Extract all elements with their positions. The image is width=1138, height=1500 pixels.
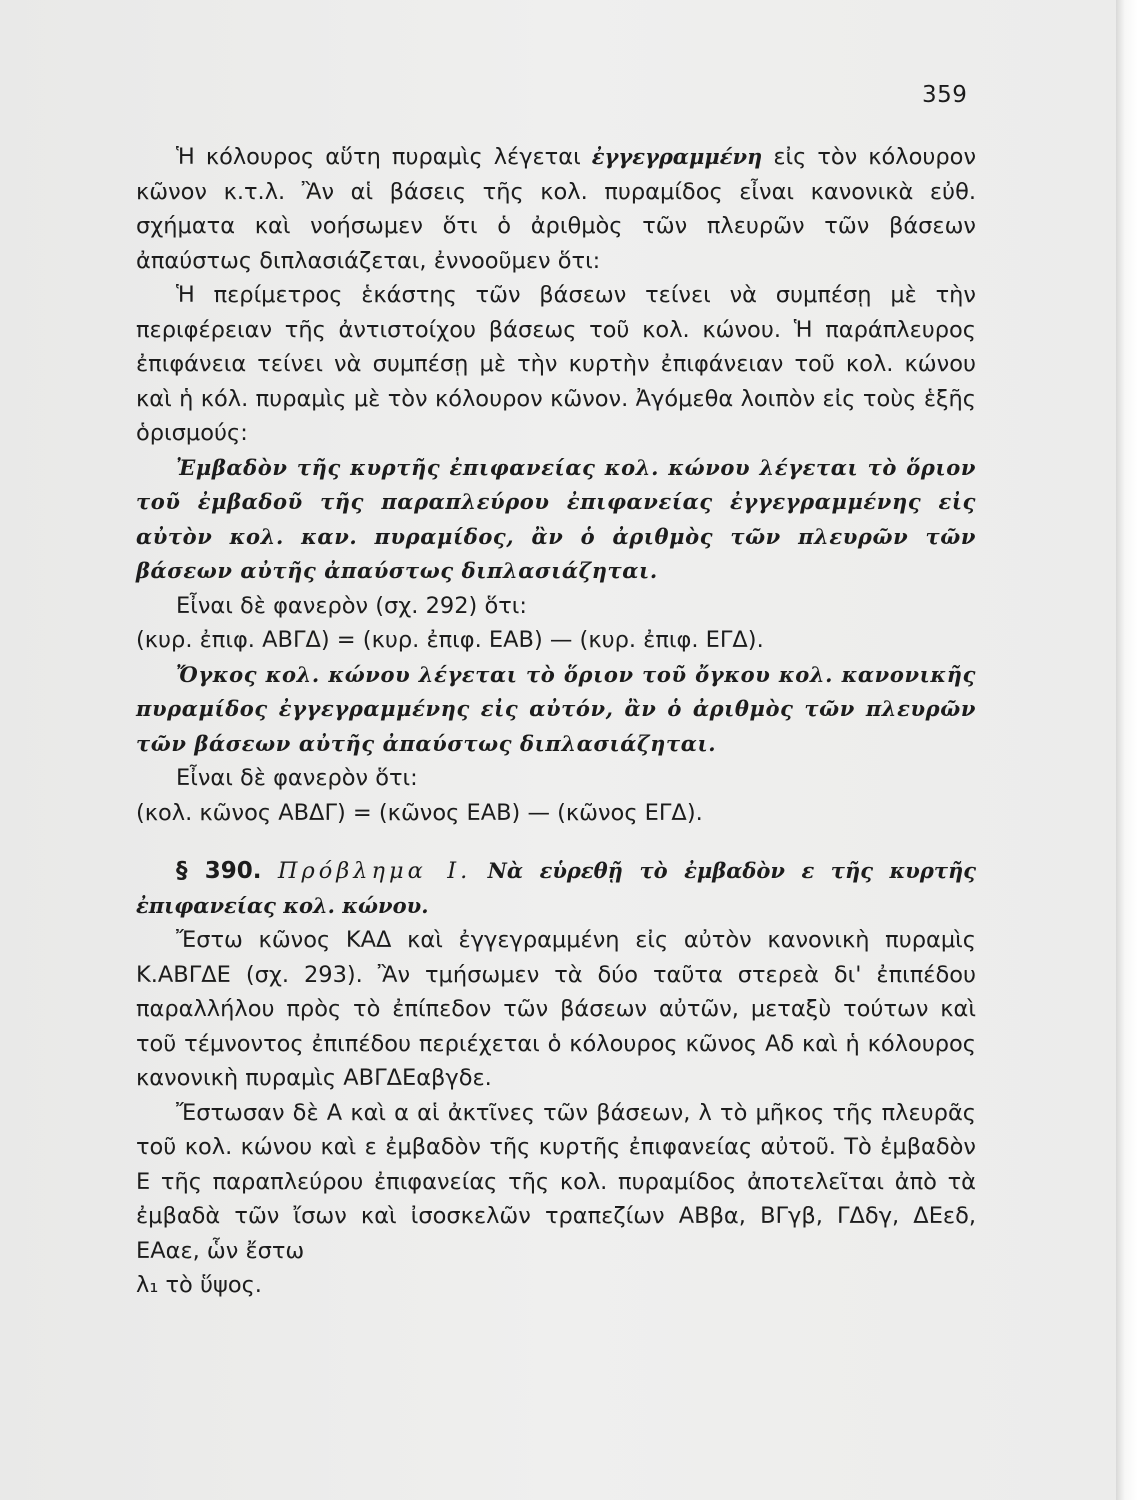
section-number: § 390.: [176, 858, 262, 884]
paragraph-1-start: Ἡ κόλουρος αὕτη πυραμὶς λέγεται: [176, 144, 581, 170]
page-body: [136, 140, 976, 1303]
paragraph-1-emphasis: ἐγγεγραμμένη: [591, 144, 763, 169]
section-title: Νὰ εὑρεθῇ τὸ ἐμβαδὸν ε τῆς κυρτῆς ἐπιφανείας κολ. κώνου.: [136, 858, 976, 918]
paragraph-3: Εἶναι δὲ φανερὸν (σχ. 292) ὅτι:: [176, 592, 527, 619]
paragraph-5: Ἔστω κῶνος ΚΑΔ καὶ ἐγγεγραμμένη εἰς αὐτὸν κανονικὴ πυραμὶς Κ.ΑΒΓΔΕ (σχ. 293). Ἂν τμήσωμεν τὰ δύο ταῦτα στερεὰ δι' ἐπιπέδου παραλλήλου πρὸς τὸ ἐπίπεδον τῶν βάσεων αὐτῶν, μεταξὺ τούτων καὶ τοῦ τέμνοντος ἐπιπέδου περιέχεται ὁ κόλουρος κῶνος Αδ καὶ ἡ κόλουρος κανονικὴ πυραμὶς ΑΒΓΔΕαβγδε.: [136, 927, 976, 1091]
definition-volume: Ὄγκος κολ. κώνου λέγεται τὸ ὅριον τοῦ ὄγκου κολ. κανονικῆς πυραμίδος ἐγγεγραμμένης εἰς αὐτόν, ἂν ὁ ἀριθμὸς τῶν πλευρῶν τῶν βάσεων αὐτῆς ἀπαύστως διπλασιάζηται.: [136, 661, 976, 756]
equation-1: (κυρ. ἐπιφ. ΑΒΓΔ) = (κυρ. ἐπιφ. ΕΑΒ) — (κυρ. ἐπιφ. ΕΓΔ).: [136, 627, 764, 653]
section-label: Πρόβλημα Ι.: [277, 858, 472, 884]
paragraph-1: [136, 140, 976, 278]
paragraph-1-rest: εἰς τὸν κόλουρον κῶνον κ.τ.λ. Ἂν αἱ βάσεις τῆς κολ. πυραμίδος εἶναι κανονικὰ εὐθ. σχήματα καὶ νοήσωμεν ὅτι ὁ ἀριθμὸς τῶν πλευρῶν τῶν βάσεων ἀπαύστως διπλασιάζεται, ἐννοοῦμεν ὅτι:: [136, 144, 977, 274]
section-heading: [136, 854, 976, 923]
paragraph-6-end: λ₁ τὸ ὕψος.: [136, 1272, 262, 1298]
page-number: 359: [922, 82, 968, 108]
definition-surface-area: Ἐμβαδὸν τῆς κυρτῆς ἐπιφανείας κολ. κώνου λέγεται τὸ ὅριον τοῦ ἐμβαδοῦ τῆς παραπλεύρου ἐπιφανείας ἐγγεγραμμένης εἰς αὐτὸν κολ. καν. πυραμίδος, ἂν ὁ ἀριθμὸς τῶν πλευρῶν τῶν βάσεων αὐτῆς ἀπαύστως διπλασιάζηται.: [136, 454, 976, 583]
paragraph-2: Ἡ περίμετρος ἑκάστης τῶν βάσεων τείνει νὰ συμπέσῃ μὲ τὴν περιφέρειαν τῆς ἀντιστοίχου βάσεως τοῦ κολ. κώνου. Ἡ παράπλευρος ἐπιφάνεια τείνει νὰ συμπέσῃ μὲ τὴν κυρτὴν ἐπιφάνειαν τοῦ κολ. κώνου καὶ ἡ κόλ. πυραμὶς μὲ τὸν κόλουρον κῶνον. Ἀγόμεθα λοιπὸν εἰς τοὺς ἑξῆς ὁρισμούς:: [136, 282, 976, 446]
page-edge: [1116, 0, 1138, 1500]
paragraph-4: Εἶναι δὲ φανερὸν ὅτι:: [176, 765, 418, 791]
paragraph-6: Ἔστωσαν δὲ Α καὶ α αἱ ἀκτῖνες τῶν βάσεων, λ τὸ μῆκος τῆς πλευρᾶς τοῦ κολ. κώνου καὶ ε ἐμβαδὸν τῆς κυρτῆς ἐπιφανείας αὐτοῦ. Τὸ ἐμβαδὸν Ε τῆς παραπλεύρου ἐπιφανείας τῆς κολ. πυραμίδος ἀποτελεῖται ἀπὸ τὰ ἐμβαδὰ τῶν ἴσων καὶ ἰσοσκελῶν τραπεζίων ΑΒβα, ΒΓγβ, ΓΔδγ, ΔΕεδ, ΕΑαε, ὧν ἔστω: [136, 1099, 976, 1264]
section-gap: [136, 830, 976, 854]
equation-2: (κολ. κῶνος ΑΒΔΓ) = (κῶνος ΕΑΒ) — (κῶνος ΕΓΔ).: [136, 799, 703, 826]
